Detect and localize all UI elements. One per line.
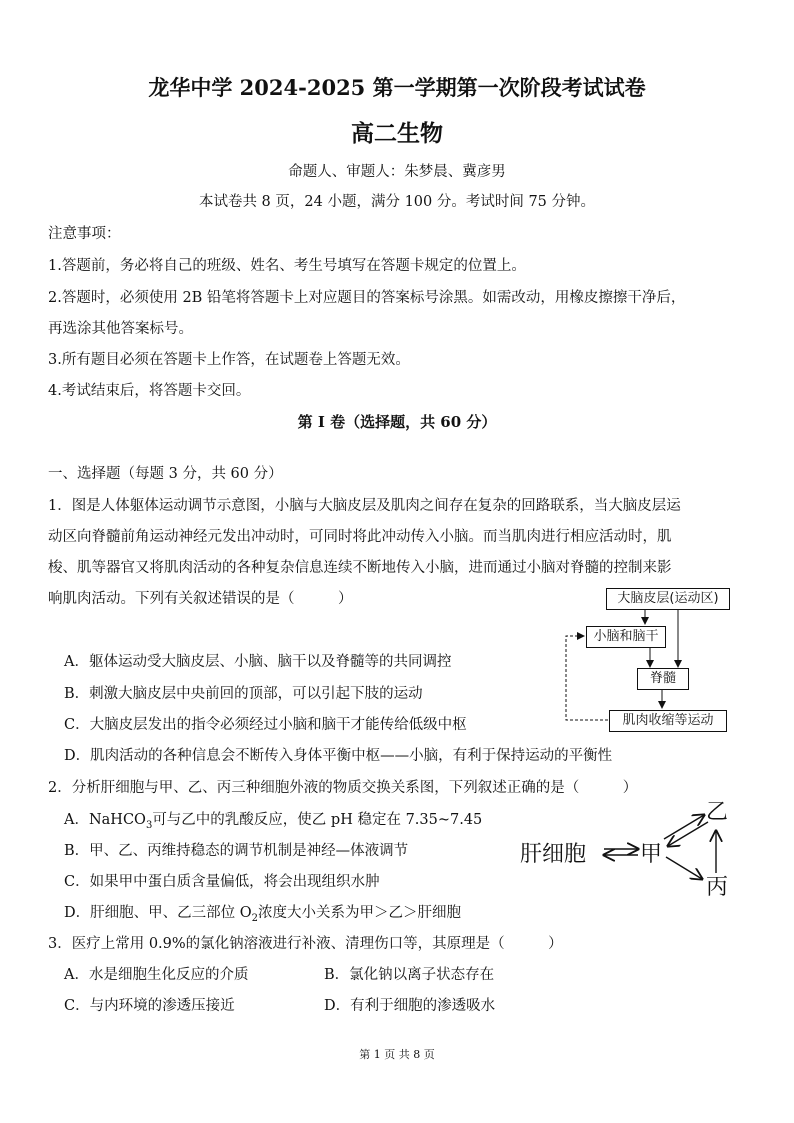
box-cerebral-cortex: 大脑皮层(运动区) <box>606 588 730 610</box>
note-item-3: 3.所有题目必须在答题卡上作答，在试题卷上答题无效。 <box>48 352 410 368</box>
q1-option-d: D．肌肉活动的各种信息会不断传入身体平衡中枢——小脑，有利于保持运动的平衡性 <box>64 748 613 764</box>
q2-option-c: C．如果甲中蛋白质含量偏低，将会出现组织水肿 <box>64 874 380 890</box>
q1-stem-line-3: 梭、肌等器官又将肌肉活动的各种复杂信息连续不断地传入小脑，进而通过小脑对脊髓的控制来影 <box>48 560 672 576</box>
q3-option-a: A．水是细胞生化反应的介质 <box>64 967 249 983</box>
q1-option-b: B．刺激大脑皮层中央前回的顶部，可以引起下肢的运动 <box>64 686 423 702</box>
q1-stem-line-1: 1．图是人体躯体运动调节示意图，小脑与大脑皮层及肌肉之间存在复杂的回路联系，当大脑皮层运 <box>48 498 681 514</box>
part-heading: 一、选择题（每题 3 分，共 60 分） <box>48 466 283 482</box>
note-item-2: 2.答题时，必须使用 2B 铅笔将答题卡上对应题目的答案标号涂黑。如需改动，用橡皮擦擦干净后， <box>48 290 686 306</box>
label-jia: 甲 <box>640 842 663 867</box>
q3-option-b: B．氯化钠以离子状态存在 <box>324 967 495 983</box>
note-item-1: 1.答题前，务必将自己的班级、姓名、考生号填写在答题卡规定的位置上。 <box>48 258 526 274</box>
note-item-2-continued: 再选涂其他答案标号。 <box>48 321 193 337</box>
q1-stem-line-4: 响肌肉活动。下列有关叙述错误的是（ ） <box>48 591 353 607</box>
q1-stem-line-2: 动区向脊髓前角运动神经元发出冲动时，可同时将此冲动传入小脑。而当肌肉进行相应活动时，肌 <box>48 529 672 545</box>
q2-option-b: B．甲、乙、丙维持稳态的调节机制是神经—体液调节 <box>64 843 409 859</box>
notes-heading: 注意事项： <box>48 226 121 242</box>
box-cerebellum-brainstem: 小脑和脑干 <box>586 626 666 648</box>
section-title: 第 I 卷（选择题，共 60 分） <box>297 413 497 431</box>
q2-option-d-subscript: 2 <box>251 912 258 924</box>
motor-control-diagram <box>560 580 740 740</box>
q2-option-d <box>64 901 461 924</box>
q3-option-d: D．有利于细胞的渗透吸水 <box>324 998 496 1014</box>
label-liver-cell: 肝细胞 <box>520 842 587 867</box>
q2-option-d-prefix: D．肝细胞、甲、乙三部位 O <box>64 905 252 921</box>
exam-title: 龙华中学 2024-2025 第一学期第一次阶段考试试卷 <box>148 75 646 100</box>
q2-option-a-suffix: 可与乙中的乳酸反应，使乙 pH 稳定在 7.35~7.45 <box>152 812 483 828</box>
subject-title: 高二生物 <box>351 120 443 147</box>
q2-option-a <box>64 808 482 831</box>
q2-option-d-suffix: 浓度大小关系为甲＞乙＞肝细胞 <box>258 905 461 921</box>
q2-stem: 2．分析肝细胞与甲、乙、丙三种细胞外液的物质交换关系图，下列叙述正确的是（ ） <box>48 780 638 796</box>
authors-line: 命题人、审题人：朱梦晨、冀彦男 <box>288 164 506 180</box>
label-yi: 乙 <box>706 800 729 825</box>
fluid-exchange-diagram <box>520 795 740 900</box>
box-muscle-contraction: 肌肉收缩等运动 <box>609 710 727 732</box>
q3-option-c: C．与内环境的渗透压接近 <box>64 998 235 1014</box>
label-bing: 丙 <box>706 875 729 900</box>
q1-option-a: A．躯体运动受大脑皮层、小脑、脑干以及脊髓等的共同调控 <box>64 654 452 670</box>
page-footer: 第 1 页 共 8 页 <box>359 1048 435 1061</box>
q2-option-a-subscript: 3 <box>145 819 153 831</box>
q3-stem: 3．医疗上常用 0.9%的氯化钠溶液进行补液、清理伤口等，其原理是（ ） <box>48 936 563 952</box>
q2-option-a-prefix: A．NaHCO <box>64 812 146 828</box>
exam-info-line: 本试卷共 8 页，24 小题，满分 100 分。考试时间 75 分钟。 <box>198 194 596 210</box>
box-spinal-cord: 脊髓 <box>637 668 689 690</box>
note-item-4: 4.考试结束后，将答题卡交回。 <box>48 383 251 399</box>
q1-option-c: C．大脑皮层发出的指令必须经过小脑和脑干才能传给低级中枢 <box>64 717 467 733</box>
